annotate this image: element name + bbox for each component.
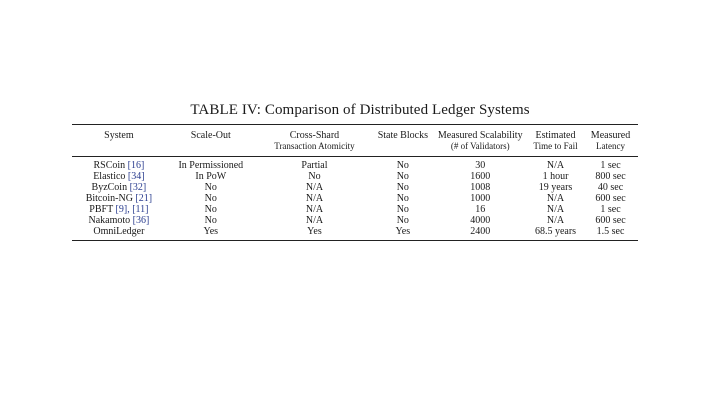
table-caption: TABLE IV: Comparison of Distributed Ledger Systems <box>190 102 530 118</box>
cell-system: Elastico [34] <box>93 171 145 182</box>
cell-scalability: 2400 <box>433 226 528 241</box>
cell-cross-shard: No <box>308 171 321 182</box>
header-row <box>72 125 638 157</box>
citation-link[interactable]: [34] <box>127 171 145 182</box>
cell-system: ByzCoin [32] <box>91 182 147 193</box>
cell-cross-shard: Partial <box>301 160 328 171</box>
cell-scale-out: No <box>204 215 217 226</box>
cell-latency: 40 sec <box>597 182 624 193</box>
cell-scalability: 30 <box>475 160 486 171</box>
cell-time-to-fail: N/A <box>546 215 565 226</box>
cell-time-to-fail: N/A <box>546 204 565 215</box>
cell-state-blocks: No <box>396 160 409 171</box>
table-row <box>72 157 638 172</box>
header-system: System <box>72 125 166 157</box>
citation-link[interactable]: [21] <box>135 193 153 204</box>
table-row <box>72 204 638 215</box>
cell-scale-out: Yes <box>166 226 256 241</box>
cell-latency: 600 sec <box>595 193 626 204</box>
header-time-to-fail: Estimated Time to Fail <box>528 125 583 157</box>
cell-scalability: 4000 <box>470 215 491 226</box>
citation-link[interactable]: [36] <box>132 215 150 226</box>
table-row <box>72 215 638 226</box>
cell-system: Bitcoin-NG [21] <box>85 193 153 204</box>
cell-latency: 1.5 sec <box>583 226 638 241</box>
cell-cross-shard: Yes <box>256 226 373 241</box>
cell-state-blocks: No <box>396 215 409 226</box>
table-row <box>72 226 638 241</box>
cell-scalability: 1600 <box>470 171 491 182</box>
cell-scalability: 1008 <box>470 182 491 193</box>
cell-time-to-fail: 19 years <box>538 182 573 193</box>
cell-system: RSCoin [16] <box>93 160 145 171</box>
cell-state-blocks: No <box>396 171 409 182</box>
cell-latency: 1 sec <box>600 204 621 215</box>
cell-scale-out: In PoW <box>195 171 227 182</box>
header-state-blocks: State Blocks <box>373 125 432 157</box>
cell-time-to-fail: 68.5 years <box>528 226 583 241</box>
cell-latency: 800 sec <box>595 171 626 182</box>
table-row <box>72 182 638 193</box>
cell-system: OmniLedger <box>72 226 166 241</box>
table-row <box>72 193 638 204</box>
citation-link[interactable]: [16] <box>127 160 145 171</box>
cell-scalability: 16 <box>475 204 486 215</box>
cell-cross-shard: N/A <box>305 204 324 215</box>
cell-state-blocks: Yes <box>373 226 432 241</box>
cell-latency: 1 sec <box>600 160 621 171</box>
cell-state-blocks: No <box>396 193 409 204</box>
cell-cross-shard: N/A <box>305 182 324 193</box>
cell-cross-shard: N/A <box>305 215 324 226</box>
cell-system: PBFT [9], [11] <box>89 204 149 215</box>
header-cross-shard-sub: Transaction Atomicity <box>274 141 355 151</box>
cell-time-to-fail: N/A <box>546 160 565 171</box>
header-scale-out: Scale-Out <box>166 125 256 157</box>
cell-scale-out: No <box>204 204 217 215</box>
header-time-to-fail-sub: Time to Fail <box>533 141 578 151</box>
header-latency-sub: Latency <box>596 141 625 151</box>
citation-link[interactable]: [9], [11] <box>115 204 149 215</box>
cell-scale-out: No <box>204 193 217 204</box>
header-latency: Measured Latency <box>583 125 638 157</box>
cell-state-blocks: No <box>396 182 409 193</box>
table-row <box>72 171 638 182</box>
cell-time-to-fail: 1 hour <box>542 171 569 182</box>
cell-state-blocks: No <box>396 204 409 215</box>
comparison-table <box>72 124 638 241</box>
header-scalability-sub: (# of Validators) <box>450 141 510 151</box>
cell-cross-shard: N/A <box>305 193 324 204</box>
cell-scalability: 1000 <box>470 193 491 204</box>
cell-latency: 600 sec <box>595 215 626 226</box>
cell-time-to-fail: N/A <box>546 193 565 204</box>
cell-scale-out: In Permissioned <box>178 160 244 171</box>
header-scalability: Measured Scalability (# of Validators) <box>433 125 528 157</box>
cell-scale-out: No <box>204 182 217 193</box>
cell-system: Nakamoto [36] <box>88 215 150 226</box>
header-cross-shard: Cross-Shard Transaction Atomicity <box>256 125 373 157</box>
citation-link[interactable]: [32] <box>129 182 147 193</box>
